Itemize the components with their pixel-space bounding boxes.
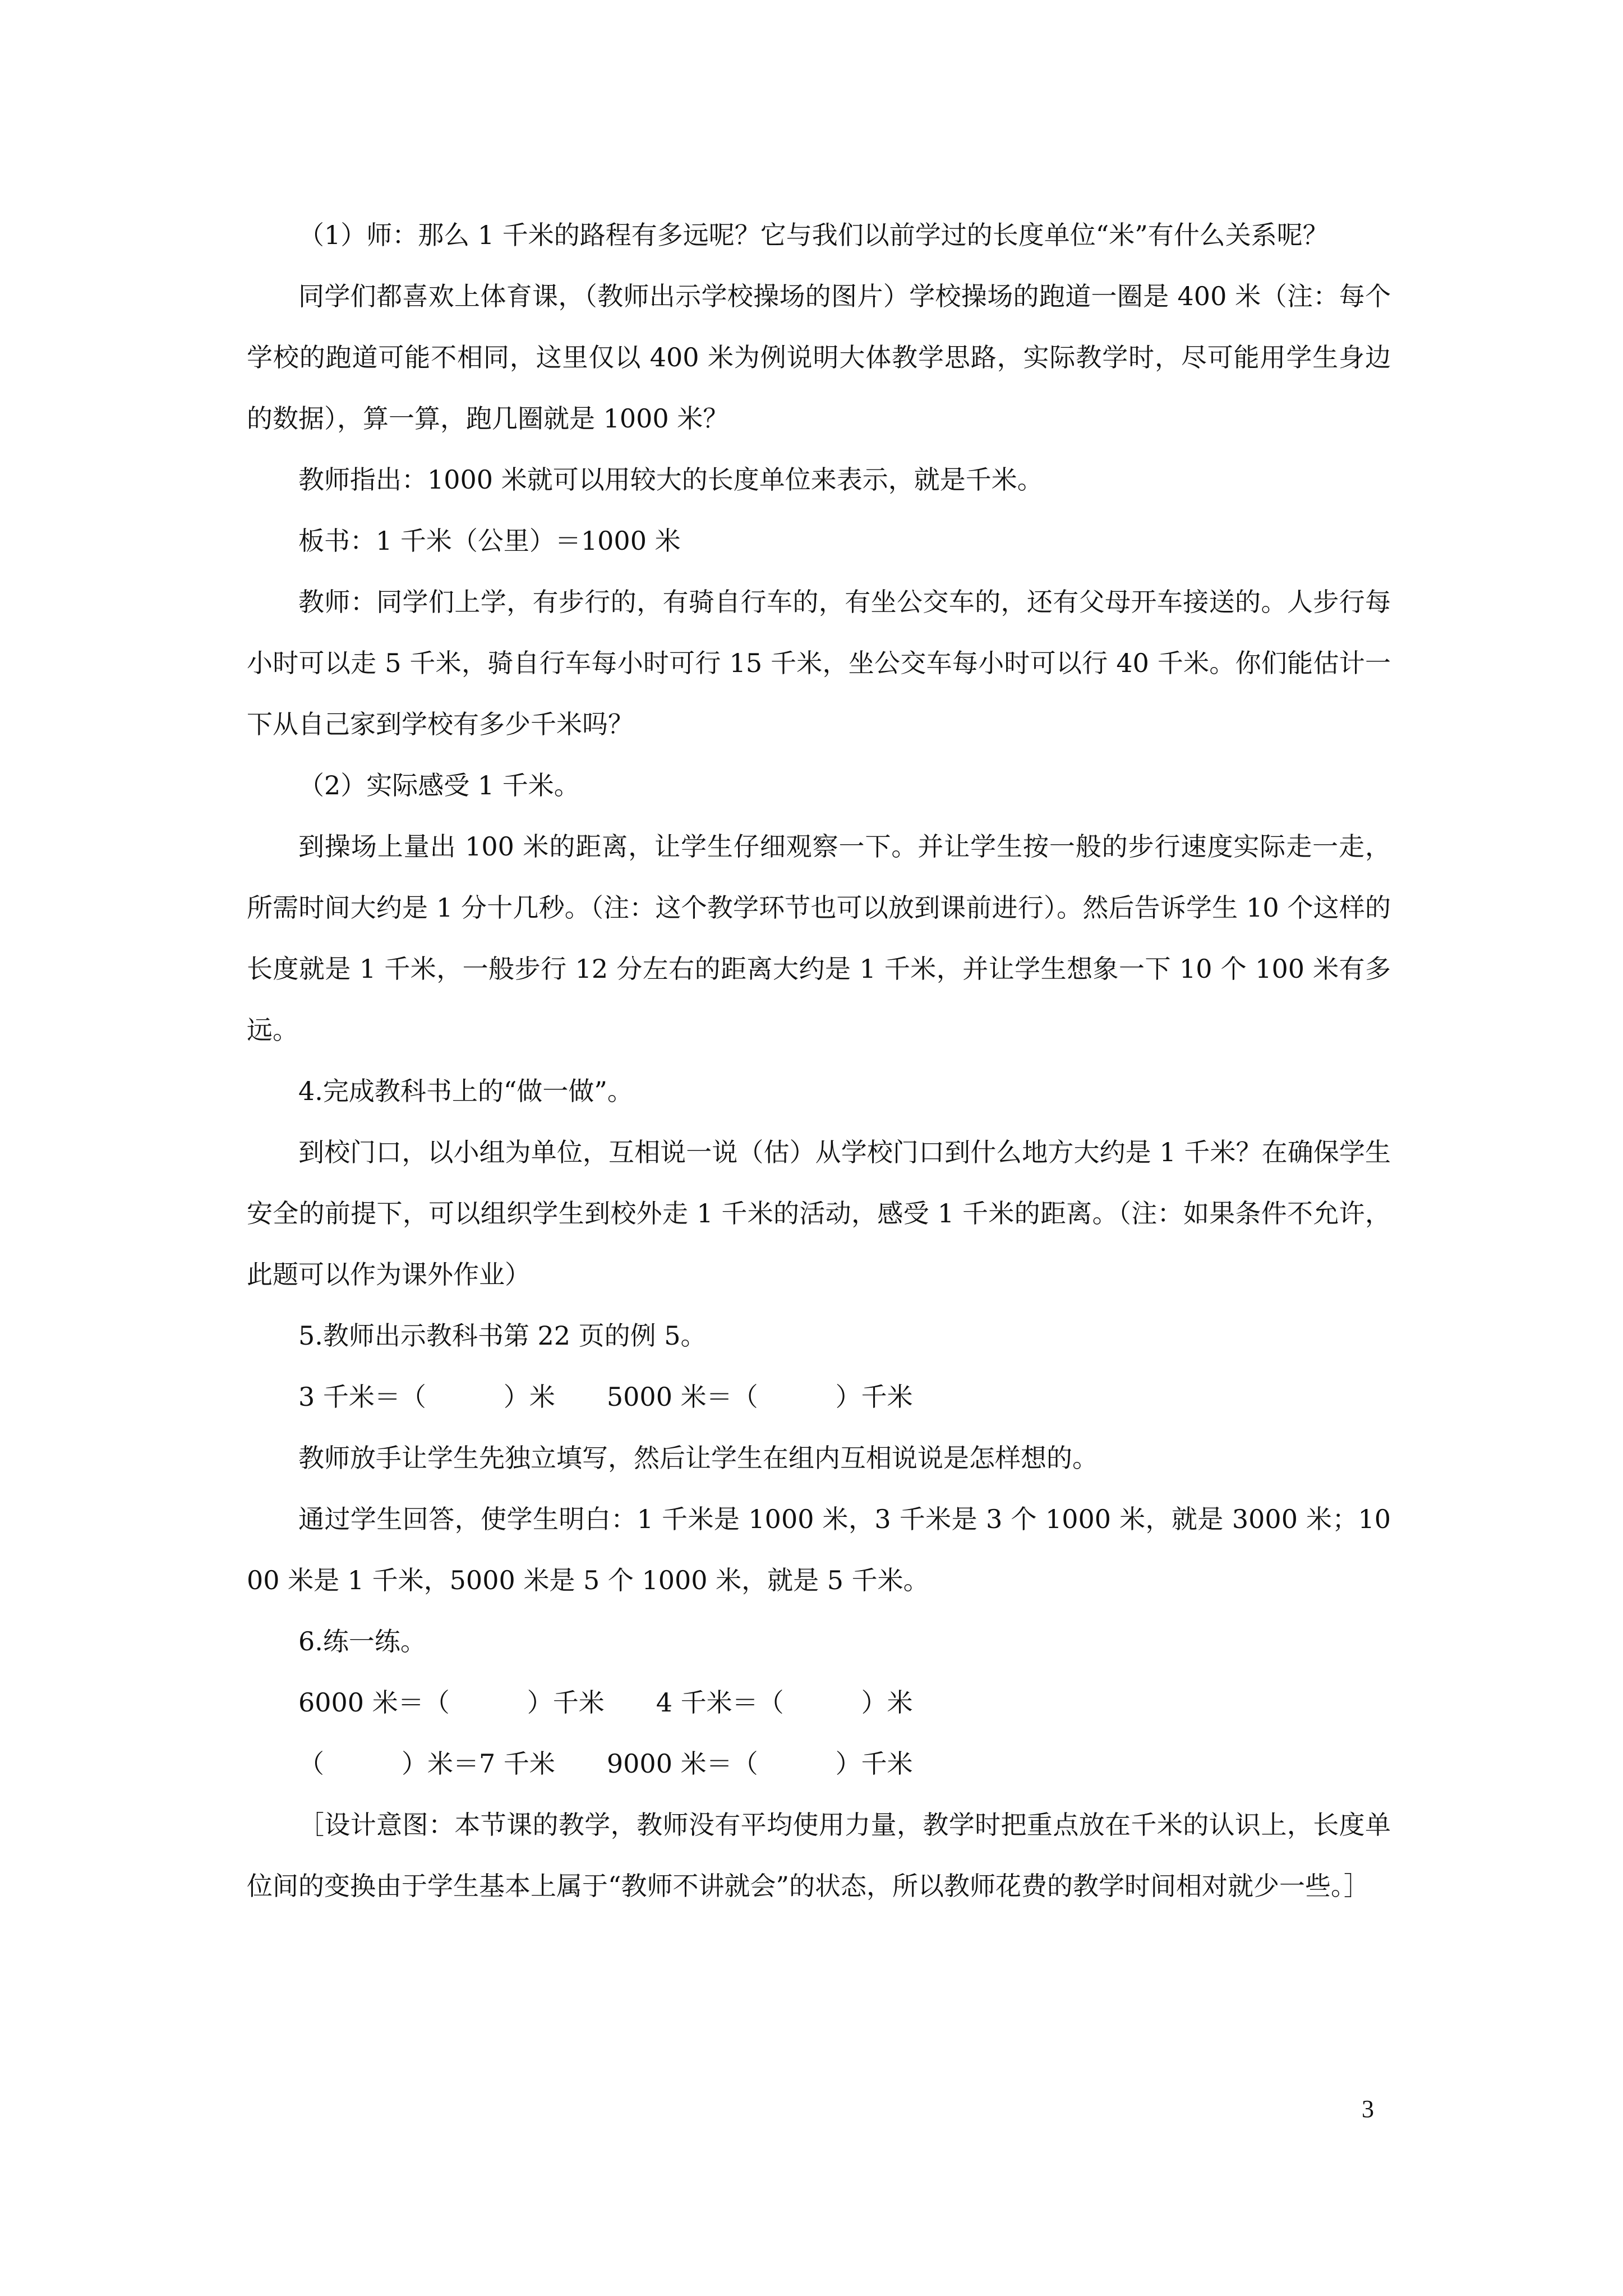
paragraph-practice: 6.练一练。 [298,1626,426,1657]
paragraph-fill-blank-example: 3 千米＝（ ）米 5000 米＝（ ）千米 [298,1382,913,1412]
paragraph-design-intent: ［设计意图：本节课的教学，教师没有平均使用力量，教学时把重点放在千米的认识上，长度单位间的变换由于学生基本上属于“教师不讲就会”的状态，所以教师花费的教学时间相对就少一些。］ [247,1810,1391,1901]
body-text [247,205,1391,1917]
paragraph-do-exercise: 4.完成教科书上的“做一做”。 [298,1076,633,1106]
paragraph-commute-estimate: 教师：同学们上学，有步行的，有骑自行车的，有坐公交车的，还有父母开车接送的。人步行每小时可以走 5 千米，骑自行车每小时可行 15 千米，坐公交车每小时可以行 40 千米。你们能估计一下从自己家到学校有多少千米吗？ [247,587,1391,739]
paragraph-board-writing: 板书：1 千米（公里）＝1000 米 [298,526,681,556]
paragraph-feel-one-km: （2）实际感受 1 千米。 [298,770,580,800]
paragraph-student-answers: 通过学生回答，使学生明白：1 千米是 1000 米，3 千米是 3 个 1000 米，就是 3000 米；1000 米是 1 千米，5000 米是 5 个 1000 米，就是 5 千米。 [247,1504,1391,1595]
page-number: 3 [1362,2095,1374,2123]
paragraph-school-gate: 到校门口，以小组为单位，互相说一说（估）从学校门口到什么地方大约是 1 千米？在确保学生安全的前提下，可以组织学生到校外走 1 千米的活动，感受 1 千米的距离。（注：如果条件不允许，此题可以作为课外作业） [247,1137,1391,1290]
paragraph-running-track: 同学们都喜欢上体育课，（教师出示学校操场的图片）学校操场的跑道一圈是 400 米（注：每个学校的跑道可能不相同，这里仅以 400 米为例说明大体教学思路，实际教学时，尽可能用学生身边的数据），算一算，跑几圈就是 1000 米？ [247,281,1391,434]
paragraph-practice-line-2: （ ）米＝7 千米 9000 米＝（ ）千米 [298,1749,913,1779]
paragraph-independent-fill: 教师放手让学生先独立填写，然后让学生在组内互相说说是怎样想的。 [298,1443,1098,1473]
paragraph-playground-measure: 到操场上量出 100 米的距离，让学生仔细观察一下。并让学生按一般的步行速度实际走一走，所需时间大约是 1 分十几秒。（注：这个教学环节也可以放到课前进行）。然后告诉学生 10 个这样的长度就是 1 千米，一般步行 12 分左右的距离大约是 1 千米，并让学生想象一下 10 个 100 米有多远。 [247,831,1391,1045]
paragraph-teacher-question: （1）师：那么 1 千米的路程有多远呢？它与我们以前学过的长度单位“米”有什么关系呢？ [298,220,1329,250]
paragraph-teacher-points-out: 教师指出：1000 米就可以用较大的长度单位来表示，就是千米。 [298,464,1043,495]
paragraph-example-5: 5.教师出示教科书第 22 页的例 5。 [298,1320,707,1351]
paragraph-practice-line-1: 6000 米＝（ ）千米 4 千米＝（ ）米 [298,1687,913,1718]
